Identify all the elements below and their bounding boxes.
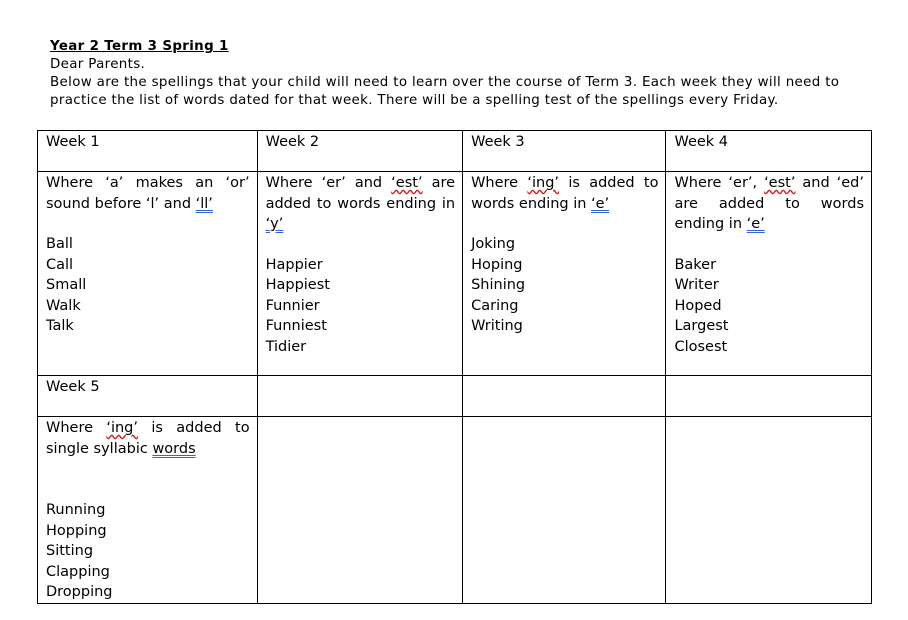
table-row: [38, 172, 872, 376]
spelling-rule: Where ‘ing’ is added to single syllabic words: [46, 420, 250, 457]
week-cell: [38, 172, 258, 376]
empty-cell: [257, 417, 463, 604]
list-item: Caring: [471, 297, 519, 314]
list-item: Largest: [674, 318, 729, 334]
week-header: Week 5: [38, 376, 258, 417]
word-list: [46, 234, 250, 337]
list-item: Tidier: [265, 338, 307, 355]
list-item: Baker: [674, 256, 717, 273]
empty-cell: [463, 376, 666, 417]
week-cell: [38, 417, 258, 604]
table-row: [38, 131, 872, 172]
spelling-rule: Where ‘er’, ‘est’ and ‘ed’ are added to words ending in ‘e’: [674, 175, 864, 232]
list-item: Hoped: [674, 297, 722, 314]
spelling-rule: Where ‘ing’ is added to words ending in ‘e’: [471, 175, 659, 212]
list-item: Writer: [674, 277, 719, 293]
list-item: Hopping: [46, 522, 107, 539]
list-item: Joking: [471, 236, 516, 252]
list-item: Dropping: [46, 584, 113, 600]
week-cell: [666, 172, 872, 376]
spelling-rule: Where ‘a’ makes an ‘or’ sound before ‘l’ and ‘ll’: [46, 175, 250, 212]
greeting: Dear Parents.: [50, 57, 146, 72]
week-header: Week 1: [38, 131, 258, 172]
list-item: Running: [46, 502, 106, 518]
spelling-rule: Where ‘er’ and ‘est’ are added to words ending in ‘y’: [265, 175, 456, 232]
empty-cell: [463, 417, 666, 604]
spelling-table: [37, 130, 872, 604]
week-header: Week 2: [257, 131, 463, 172]
empty-cell: [257, 376, 463, 417]
list-item: Talk: [46, 318, 74, 334]
empty-cell: [666, 417, 872, 604]
week-header: Week 3: [463, 131, 666, 172]
list-item: Call: [46, 256, 74, 273]
list-item: Writing: [471, 318, 523, 334]
word-list: [46, 500, 250, 603]
week-cell: [257, 172, 463, 376]
list-item: Funnier: [265, 297, 320, 314]
list-item: Clapping: [46, 563, 110, 580]
list-item: Happiest: [265, 277, 330, 293]
word-list: [266, 255, 456, 358]
list-item: Sitting: [46, 543, 94, 559]
week-header: Week 4: [666, 131, 872, 172]
list-item: Funniest: [265, 318, 327, 334]
empty-cell: [666, 376, 872, 417]
page-title: Year 2 Term 3 Spring 1: [50, 39, 229, 54]
list-item: Hoping: [471, 256, 523, 273]
list-item: Happier: [265, 256, 323, 273]
intro-line-1: Below are the spellings that your child will need to learn over the course of Term 3. Each week they will need to: [50, 75, 840, 90]
week-cell: [463, 172, 666, 376]
list-item: Closest: [674, 338, 728, 355]
list-item: Walk: [46, 297, 81, 314]
table-row: [38, 417, 872, 604]
table-row: [38, 376, 872, 417]
word-list: [471, 234, 658, 337]
list-item: Small: [46, 277, 87, 293]
list-item: Ball: [46, 236, 73, 252]
list-item: Shining: [471, 277, 526, 293]
letter-header: [50, 38, 870, 110]
intro-line-2: practice the list of words dated for that week. There will be a spelling test of the spellings every Friday.: [50, 93, 779, 108]
word-list: [674, 255, 864, 358]
